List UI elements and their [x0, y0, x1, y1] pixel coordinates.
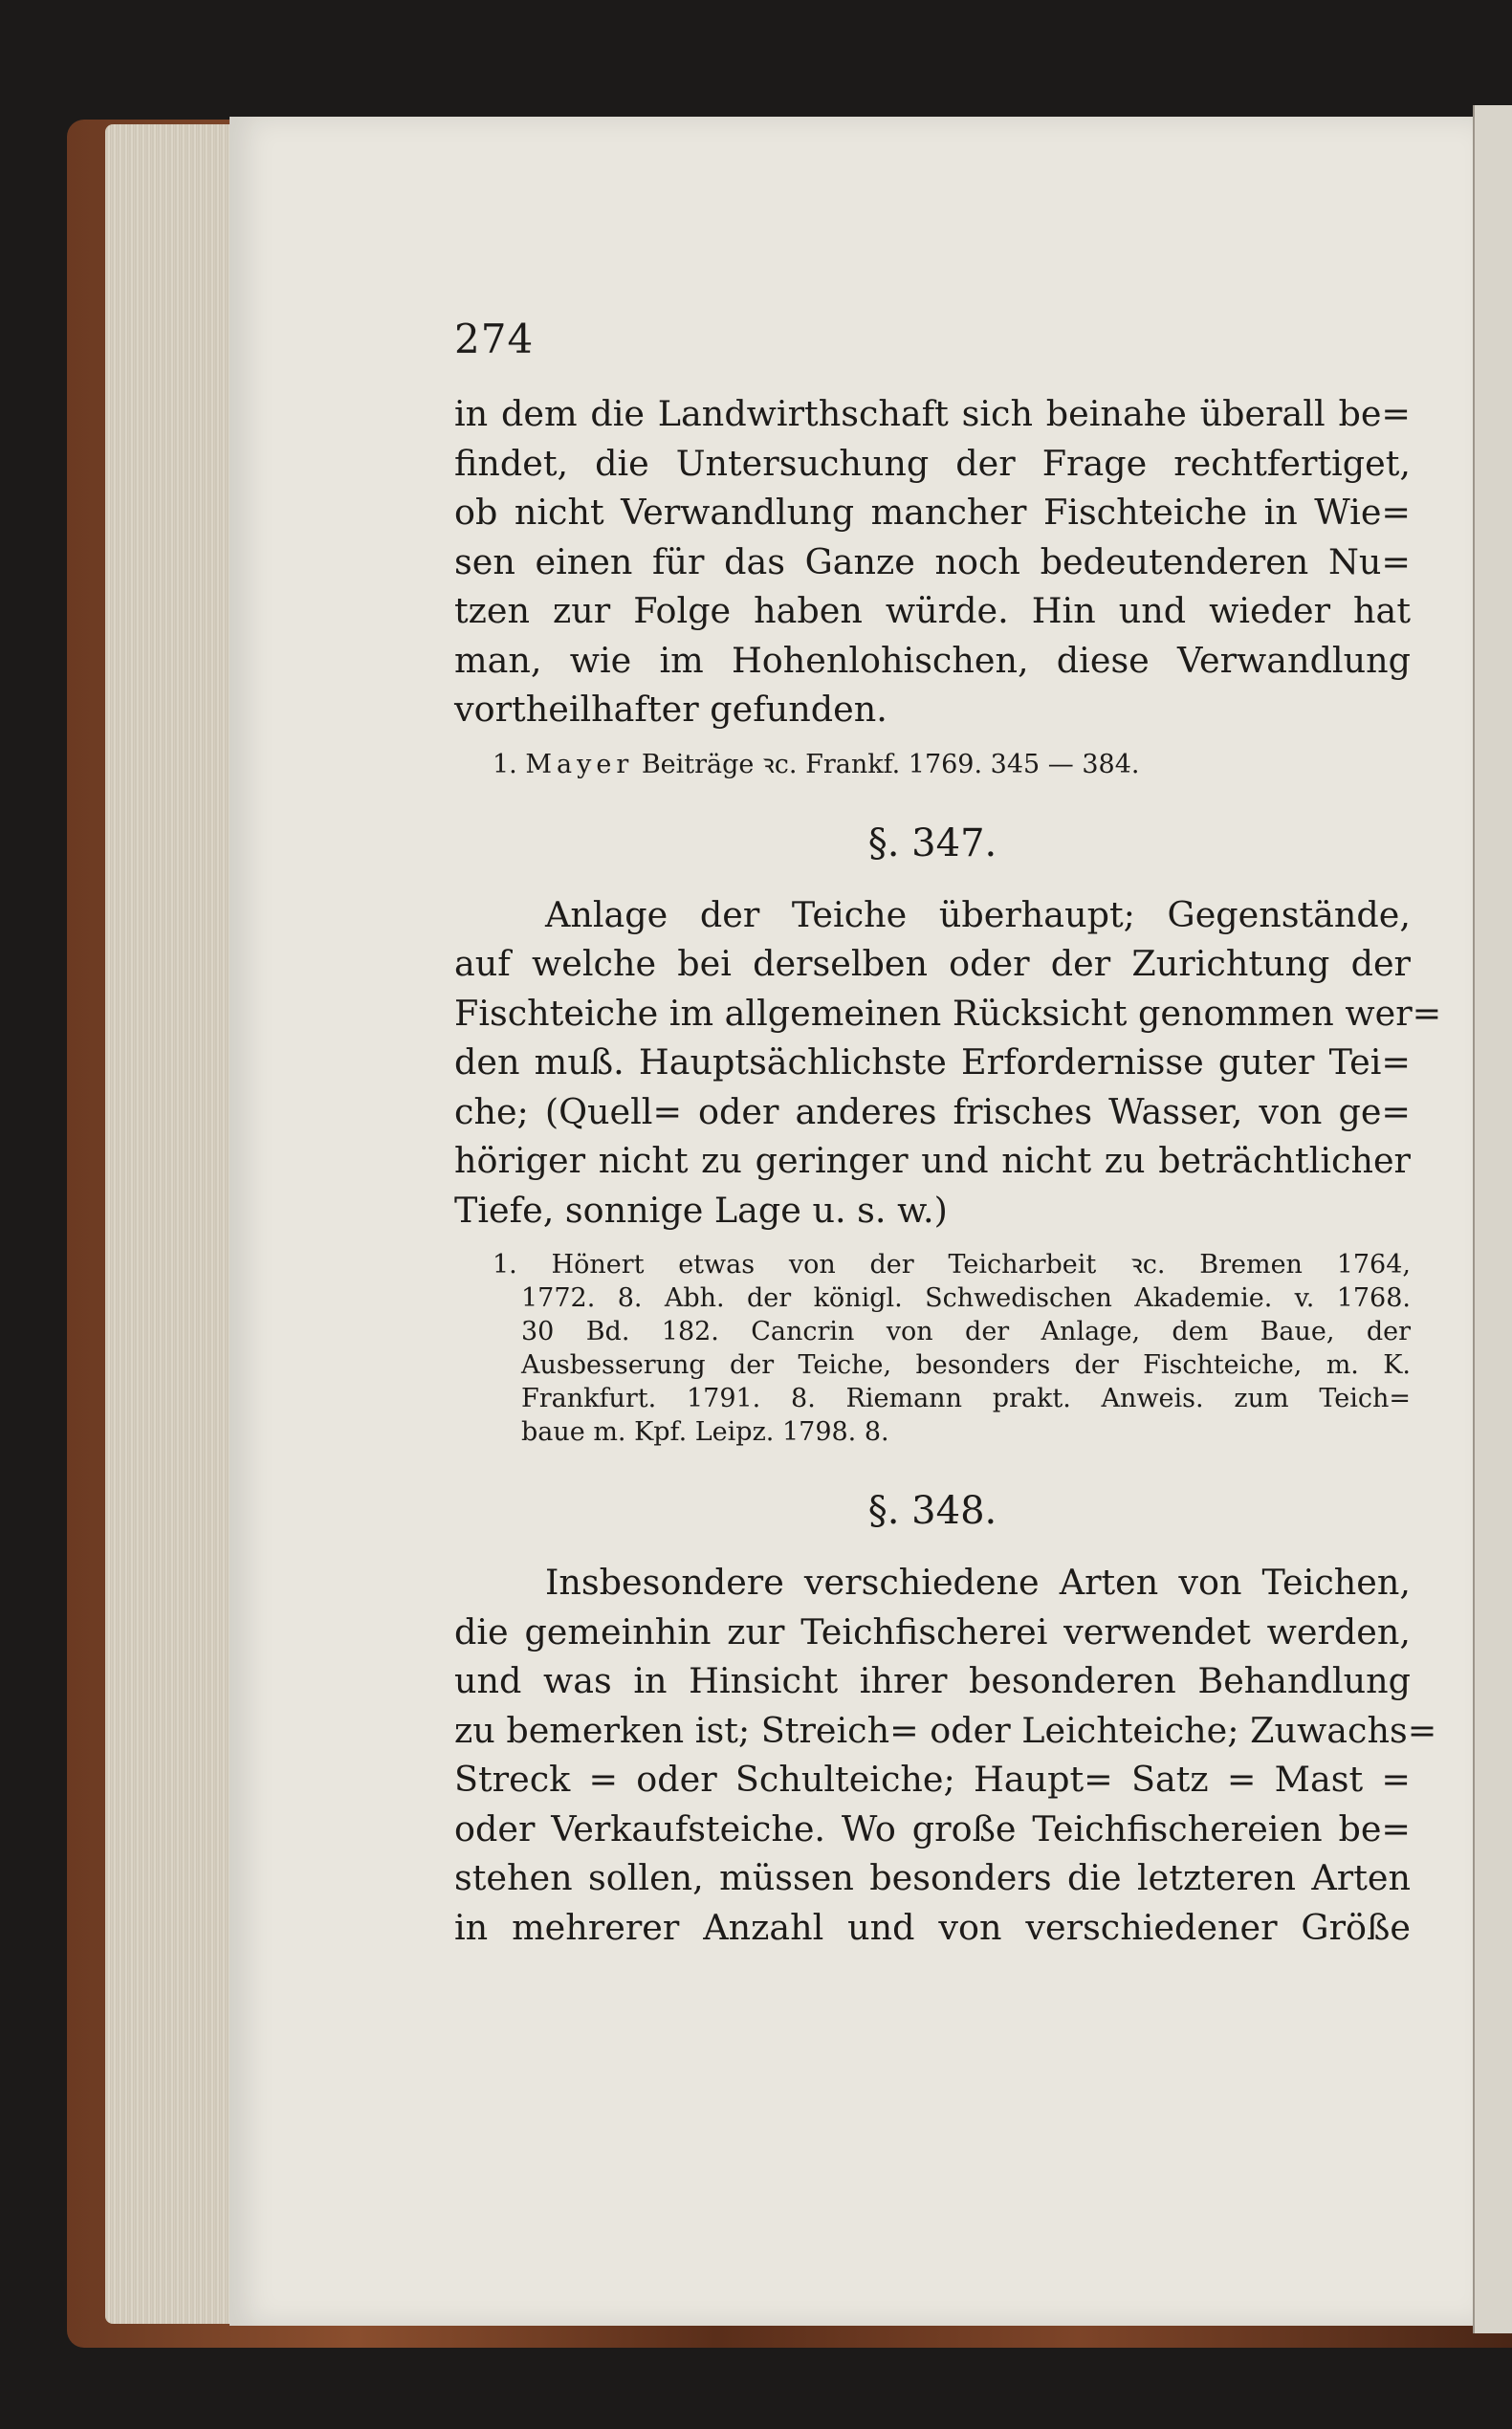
footnote-line: 1772. 8. Abh. der königl. Schwedischen Akademie. v. 1768. — [521, 1283, 1411, 1313]
text-line: stehen sollen, müssen besonders die letzteren Arten — [454, 1857, 1411, 1898]
next-page-edge — [1473, 105, 1512, 2333]
footnote-text: Beiträge ꝛc. Frankf. 1769. 345 — 384. — [641, 749, 1140, 779]
text-line: Anlage der Teiche überhaupt; Gegenstände, — [545, 893, 1411, 935]
footnote-line: 30 Bd. 182. Cancrin von der Anlage, dem Baue, der — [521, 1317, 1411, 1346]
text-line: che; (Quell= oder anderes frisches Wasser, von ge= — [454, 1090, 1411, 1132]
section-heading-348: §. 348. — [867, 1489, 997, 1533]
footnote-number: 1. — [493, 749, 517, 779]
paragraph-348 — [454, 1558, 1437, 1952]
text-line: vortheilhafter gefunden. — [454, 689, 887, 730]
paragraph-intro — [454, 389, 1411, 734]
footnote-1 — [454, 748, 1411, 781]
text-line: die gemeinhin zur Teichfischerei verwendet werden, — [454, 1610, 1411, 1652]
footnote-line: Frankfurt. 1791. 8. Riemann prakt. Anweis. zum Teich= — [521, 1384, 1411, 1413]
text-line: in dem die Landwirthschaft sich beinahe überall be= — [454, 393, 1411, 434]
footnote-line: baue m. Kpf. Leipz. 1798. 8. — [521, 1417, 889, 1447]
text-line: Insbesondere verschiedene Arten von Teichen, — [545, 1562, 1411, 1603]
section-heading-347: §. 347. — [867, 821, 997, 865]
text-line: Streck = oder Schulteiche; Haupt= Satz = Mast = — [454, 1759, 1411, 1800]
text-line: ob nicht Verwandlung mancher Fischteiche in Wie= — [454, 492, 1411, 533]
text-line: Tiefe, sonnige Lage u. s. w.) — [454, 1189, 948, 1231]
paragraph-347 — [454, 890, 1442, 1236]
text-line: auf welche bei derselben oder der Zurichtung der — [454, 943, 1411, 984]
page-text — [454, 316, 1442, 1952]
footnote-347 — [454, 1248, 1411, 1449]
text-line: höriger nicht zu geringer und nicht zu beträchtlicher — [454, 1140, 1411, 1181]
footnote-author: Mayer — [525, 749, 634, 779]
text-line: Fischteiche im allgemeinen Rücksicht genommen wer= — [454, 992, 1442, 1034]
text-line: den muß. Hauptsächlichste Erfordernisse guter Tei= — [454, 1041, 1411, 1083]
page-number: 274 — [454, 316, 535, 362]
text-line: in mehrerer Anzahl und von verschiedener Größe — [454, 1906, 1411, 1948]
footnote-line — [454, 748, 1411, 781]
footnote-line: Ausbesserung der Teiche, besonders der Fischteiche, m. K. — [521, 1350, 1411, 1380]
text-line: man, wie im Hohenlohischen, diese Verwandlung — [454, 639, 1411, 681]
text-line: sen einen für das Ganze noch bedeutenderen Nu= — [454, 540, 1411, 582]
text-line: zu bemerken ist; Streich= oder Leichteiche; Zuwachs= — [454, 1709, 1437, 1751]
text-line: oder Verkaufsteiche. Wo große Teichfischereien be= — [454, 1807, 1411, 1849]
text-line: tzen zur Folge haben würde. Hin und wieder hat — [454, 590, 1411, 631]
page-edges — [105, 124, 239, 2324]
text-line: und was in Hinsicht ihrer besonderen Behandlung — [454, 1660, 1411, 1701]
text-line: findet, die Untersuchung der Frage rechtfertiget, — [454, 442, 1411, 484]
footnote-line: 1. Hönert etwas von der Teicharbeit ꝛc. Bremen 1764, — [493, 1250, 1411, 1280]
